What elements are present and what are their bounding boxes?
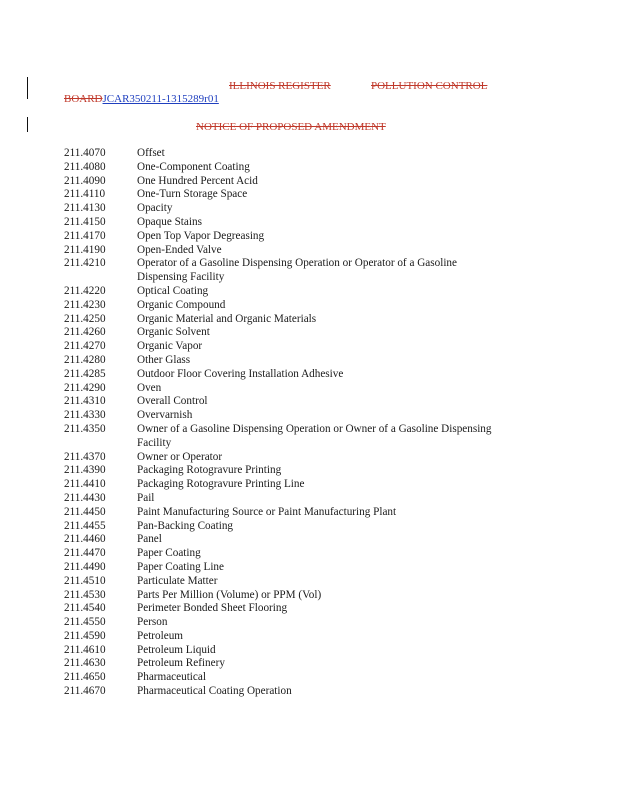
section-number-spacer [64,271,137,285]
list-item [64,382,584,396]
section-number: 211.4190 [64,243,106,256]
list-item [64,630,584,644]
section-number: 211.4460 [64,533,106,546]
header-notice: NOTICE OF PROPOSED AMENDMENT [196,121,386,133]
defined-term: Paper Coating [137,547,201,560]
defined-term: Packaging Rotogravure Printing [137,464,282,477]
section-number: 211.4540 [64,602,106,615]
section-number: 211.4430 [64,491,106,504]
section-number: 211.4590 [64,629,106,642]
list-item [64,147,584,161]
defined-term: Optical Coating [137,284,209,297]
section-number: 211.4450 [64,505,106,518]
list-item-continuation [64,271,584,285]
defined-term: Petroleum [137,629,183,642]
defined-term: Parts Per Million (Volume) or PPM (Vol) [137,588,322,601]
section-number: 211.4630 [64,657,106,670]
defined-term: Particulate Matter [137,574,218,587]
section-number: 211.4390 [64,464,106,477]
list-item [64,216,584,230]
list-item [64,451,584,465]
list-item [64,589,584,603]
header-doc-code: JCAR350211-1315289r01 [102,93,219,105]
list-item [64,368,584,382]
defined-term: Opaque Stains [137,215,202,228]
header-board-part1: POLLUTION CONTROL [371,80,488,92]
defined-term: Organic Material and Organic Materials [137,312,317,325]
defined-term: Pharmaceutical Coating Operation [137,685,292,698]
section-number: 211.4150 [64,215,106,228]
section-number: 211.4260 [64,326,106,339]
defined-term: Open-Ended Valve [137,243,222,256]
header-board-line [64,93,219,105]
section-number: 211.4530 [64,588,106,601]
defined-term: Perimeter Bonded Sheet Flooring [137,602,288,615]
revision-bar-top [27,77,28,99]
list-item [64,285,584,299]
list-item [64,326,584,340]
section-number: 211.4130 [64,202,106,215]
section-number: 211.4370 [64,450,106,463]
section-number: 211.4250 [64,312,106,325]
list-item [64,520,584,534]
defined-term: Offset [137,147,165,159]
list-item [64,561,584,575]
list-item [64,244,584,258]
list-item [64,188,584,202]
defined-term: Owner or Operator [137,450,223,463]
defined-term: Open Top Vapor Degreasing [137,229,265,242]
defined-term: One Hundred Percent Acid [137,174,258,187]
section-number: 211.4550 [64,616,106,629]
defined-term: Paint Manufacturing Source or Paint Manufacturing Plant [137,505,397,518]
defined-term: One-Component Coating [137,160,250,173]
section-number: 211.4670 [64,685,106,698]
list-item [64,644,584,658]
list-item [64,409,584,423]
section-number: 211.4610 [64,643,106,656]
section-number: 211.4490 [64,560,106,573]
defined-term: Organic Vapor [137,340,203,353]
list-item [64,685,584,699]
list-item [64,354,584,368]
list-item [64,575,584,589]
defined-term: Pharmaceutical [137,671,206,684]
defined-term: Pan-Backing Coating [137,519,234,532]
section-number: 211.4310 [64,395,106,408]
list-item [64,161,584,175]
section-number: 211.4270 [64,340,106,353]
list-item [64,492,584,506]
header-register: ILLINOIS REGISTER [229,80,331,92]
defined-term: Pail [137,491,155,504]
list-item [64,230,584,244]
section-number: 211.4210 [64,257,106,270]
section-number: 211.4650 [64,671,106,684]
revision-bar-notice [27,117,28,132]
section-number: 211.4290 [64,381,106,394]
section-number: 211.4455 [64,519,106,532]
list-item [64,616,584,630]
list-item [64,175,584,189]
defined-term: Petroleum Liquid [137,643,216,656]
section-number: 211.4330 [64,409,106,422]
defined-term: Panel [137,533,162,546]
list-item [64,423,584,437]
section-number: 211.4090 [64,174,106,187]
defined-term: Oven [137,381,162,394]
section-number: 211.4230 [64,298,106,311]
list-item [64,464,584,478]
list-item [64,533,584,547]
section-number: 211.4285 [64,367,106,380]
section-number: 211.4470 [64,547,106,560]
list-item [64,313,584,327]
defined-term: Paper Coating Line [137,560,224,573]
defined-term-continuation: Dispensing Facility [137,271,225,284]
list-item [64,257,584,271]
defined-term: Petroleum Refinery [137,657,225,670]
list-item [64,547,584,561]
section-number: 211.4510 [64,574,106,587]
section-number: 211.4410 [64,478,106,491]
list-item [64,395,584,409]
defined-term: Person [137,616,168,629]
defined-term: Organic Solvent [137,326,210,339]
defined-term: Other Glass [137,353,191,366]
list-item [64,657,584,671]
list-item [64,506,584,520]
defined-term-continuation: Facility [137,436,172,449]
list-item [64,340,584,354]
list-item [64,202,584,216]
section-number: 211.4080 [64,160,106,173]
defined-term: Overvarnish [137,409,193,422]
section-number: 211.4280 [64,353,106,366]
defined-term: Owner of a Gasoline Dispensing Operation or Owner of a Gasoline Dispensing [137,422,492,435]
defined-term: One-Turn Storage Space [137,188,248,201]
section-number-spacer [64,437,137,451]
list-item [64,602,584,616]
list-item [64,299,584,313]
section-number: 211.4110 [64,188,106,201]
defined-term: Packaging Rotogravure Printing Line [137,478,305,491]
section-number: 211.4350 [64,422,106,435]
list-item [64,671,584,685]
section-number: 211.4170 [64,229,106,242]
defined-term: Organic Compound [137,298,226,311]
defined-term: Opacity [137,202,173,215]
defined-term: Outdoor Floor Covering Installation Adhesive [137,367,344,380]
defined-term: Operator of a Gasoline Dispensing Operation or Operator of a Gasoline [137,257,457,270]
section-number: 211.4070 [64,147,106,159]
defined-term: Overall Control [137,395,208,408]
section-number: 211.4220 [64,284,106,297]
section-list [64,147,584,699]
header-board-part2: BOARD [64,93,103,105]
list-item [64,478,584,492]
list-item-continuation [64,437,584,451]
